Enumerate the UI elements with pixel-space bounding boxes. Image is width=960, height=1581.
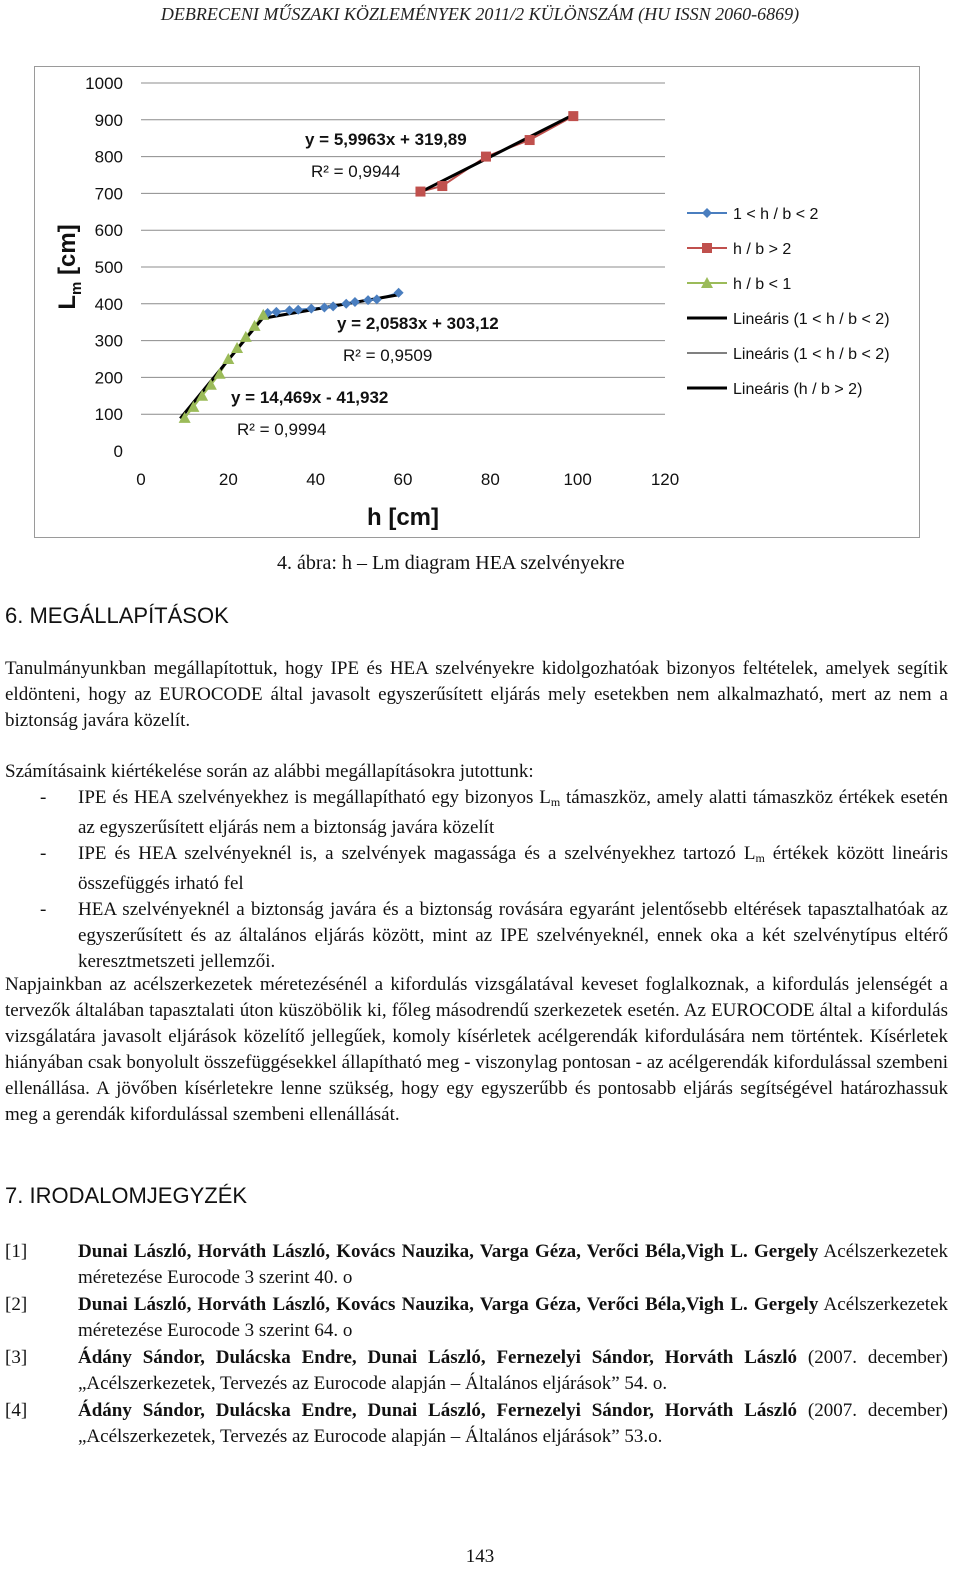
list-item [5, 841, 948, 897]
regression-equation: y = 14,469x - 41,932 [231, 388, 389, 407]
reference-text: Ádány Sándor, Dulácska Endre, Dunai László, Fernezelyi Sándor, Horváth László (2007. december) „Acélszerkezetek, Tervezés az Eurocode alapján – Általános eljárások” 53.o. [78, 1400, 948, 1447]
reference-item [5, 1398, 948, 1450]
reference-number: [1] [5, 1241, 28, 1262]
legend-label: h / b > 2 [733, 241, 792, 258]
reference-number: [3] [5, 1347, 28, 1368]
data-point [437, 181, 447, 191]
regression-equation: y = 2,0583x + 303,12 [337, 314, 499, 333]
reference-item [5, 1239, 948, 1291]
running-header: DEBRECENI MŰSZAKI KÖZLEMÉNYEK 2011/2 KÜLÖNSZÁM (HU ISSN 2060-6869) [160, 4, 800, 24]
conclusions-paragraph-3: Napjainkban az acélszerkezetek méretezésénél a kifordulás vizsgálatával keveset foglalkoznak, a kifordulás jelenségét a tervezők általában tapasztalati úton küszöbölik ki, főleg másodrendű szerkezetek esetén. Az EUROCODE által a kifordulás vizsgálatára javasolt eljárások közelítő jellegűek, komoly kísérletek acélgerendák kifordulására nem történtek. Kísérletek hiányában csak bonyolult összefüggésekkel állapítható meg - viszonylag pontosan - az acélgerendák kifordulással szembeni ellenállása. A jövőben kísérletekre lenne szükség, hogy egy egyszerűbb és pontosabb eljárás segítségével határozhassuk meg a gerendák kifordulással szembeni ellenállását. [5, 974, 948, 1125]
reference-item [5, 1292, 948, 1344]
conclusions-list [5, 785, 948, 975]
reference-number: [2] [5, 1294, 28, 1315]
legend-label: h / b < 1 [733, 276, 792, 293]
reference-list [5, 1239, 948, 1451]
legend-label: 1 < h / b < 2 [733, 206, 819, 223]
r-squared-label: R² = 0,9994 [237, 420, 327, 439]
x-axis-title: h [cm] [367, 504, 439, 531]
trendline [420, 115, 573, 192]
x-tick-label: 120 [650, 470, 680, 489]
data-point [481, 152, 491, 162]
y-tick-label: 0 [113, 442, 123, 461]
list-item [5, 897, 948, 975]
y-axis-title: $L_m$ [cm] [54, 224, 85, 310]
data-point [568, 111, 578, 121]
y-tick-label: 900 [94, 110, 123, 130]
reference-text: Ádány Sándor, Dulácska Endre, Dunai László, Fernezelyi Sándor, Horváth László (2007. december) „Acélszerkezetek, Tervezés az Eurocode alapján – Általános eljárások” 54. o. [78, 1347, 948, 1394]
data-point [702, 243, 712, 253]
data-point [350, 297, 360, 307]
data-point [306, 304, 316, 314]
r-squared-label: R² = 0,9509 [343, 346, 433, 365]
reference-number: [4] [5, 1400, 28, 1421]
regression-equation: y = 5,9963x + 319,89 [305, 130, 467, 149]
reference-item [5, 1345, 948, 1397]
bullet-dash: - [40, 787, 47, 808]
conclusions-paragraph-1: Tanulmányunkban megállapítottuk, hogy IPE és HEA szelvényekre kidolgozhatóak bizonyos feltételek, amelyek segítik eldönteni, hogy az EUROCODE által javasolt egyszerűsített eljárás mely esetekben nem alkalmazható, mert az nem a biztonság javára közelít. [5, 658, 948, 731]
legend-label: Lineáris (h / b > 2) [733, 381, 863, 398]
page-number: 143 [465, 1546, 495, 1567]
x-tick-label: 60 [393, 470, 413, 489]
section-heading-conclusions: 6. MEGÁLLAPÍTÁSOK [5, 603, 229, 628]
data-point [214, 368, 226, 379]
data-point [328, 301, 338, 311]
data-point [341, 299, 351, 309]
x-tick-label: 0 [136, 470, 146, 489]
data-point [525, 135, 535, 145]
y-tick-label: 800 [94, 147, 123, 167]
legend-label: Lineáris (1 < h / b < 2) [733, 346, 890, 363]
x-tick-label: 100 [563, 470, 592, 489]
legend-label: Lineáris (1 < h / b < 2) [733, 311, 890, 328]
y-tick-label: 200 [94, 368, 123, 388]
x-tick-label: 20 [218, 470, 238, 489]
bullet-text: IPE és HEA szelvényeknél is, a szelvények magassága és a szelvényekhez tartozó $L_m$ értékek között lineáris összefüggés irható fel [78, 843, 948, 894]
reference-text: Dunai László, Horváth László, Kovács Nauzika, Varga Géza, Verőci Béla,Vigh L. Gergely Acélszerkezetek méretezése Eurocode 3 szerint 64. o [78, 1294, 949, 1341]
chart-svg [35, 67, 919, 537]
r-squared-label: R² = 0,9944 [311, 162, 401, 181]
data-point [372, 294, 382, 304]
y-tick-label: 500 [94, 258, 123, 277]
bullet-dash: - [40, 843, 47, 864]
y-tick-label: 700 [94, 184, 123, 204]
figure-caption: 4. ábra: h – Lm diagram HEA szelvényekre [277, 552, 625, 574]
y-tick-label: 1000 [85, 74, 123, 93]
x-tick-label: 80 [480, 470, 500, 489]
bullet-dash: - [40, 899, 47, 920]
section-heading-references: 7. IRODALOMJEGYZÉK [5, 1183, 248, 1208]
y-tick-label: 300 [94, 331, 123, 351]
reference-text: Dunai László, Horváth László, Kovács Nauzika, Varga Géza, Verőci Béla,Vigh L. Gergely Acélszerkezetek méretezése Eurocode 3 szerint 40. o [78, 1241, 949, 1288]
chart-figure [34, 66, 920, 538]
bullet-text: HEA szelvényeknél a biztonság javára és a biztonság rovására egyaránt jelentősebb eltérések tapasztalhatóak az egyszerűsített és az általános eljárás között, mint az IPE szelvényeknél, ennek oka a két szelvénytípus eltérő keresztmetszeti jellemzői. [78, 899, 948, 972]
conclusions-paragraph-2: Számításaink kiértékelése során az alábbi megállapításokra jutottunk: [5, 761, 534, 782]
y-tick-label: 100 [94, 405, 123, 425]
y-tick-label: 600 [94, 221, 123, 241]
data-point [415, 187, 425, 197]
bullet-text: IPE és HEA szelvényekhez is megállapítható egy bizonyos $L_m$ támaszköz, amely alatti támaszköz értékek esetén az egyszerűsített eljárás nem a biztonság javára közelít [78, 787, 948, 838]
y-tick-label: 400 [94, 294, 123, 314]
data-point [702, 208, 712, 218]
list-item [5, 785, 948, 841]
x-tick-label: 40 [306, 470, 326, 489]
